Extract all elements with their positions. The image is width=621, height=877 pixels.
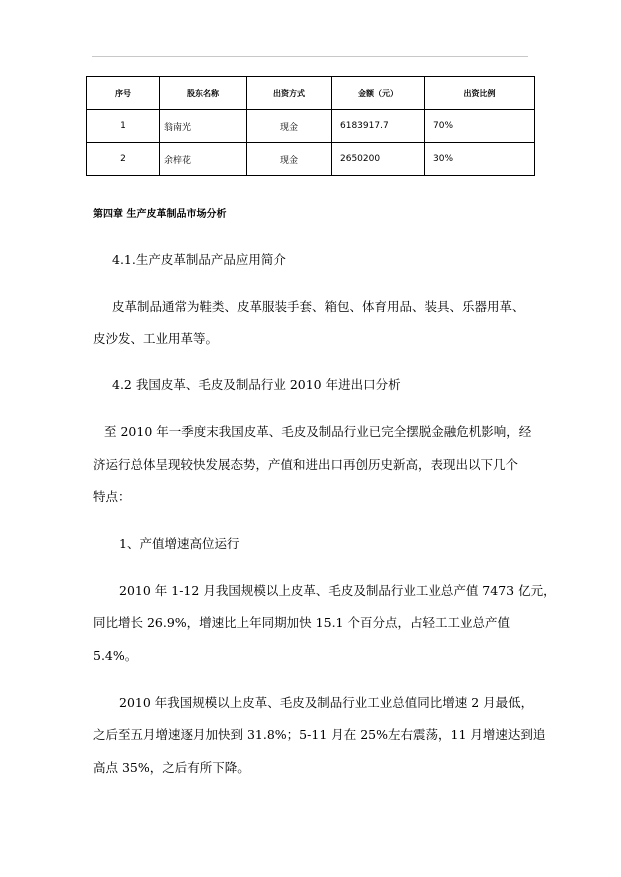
paragraph-line: 济运行总体呈现较快发展态势，产值和进出口再创历史新高，表现出以下几个 bbox=[93, 457, 519, 472]
header-cell: 金额（元） bbox=[332, 77, 425, 110]
header-rule bbox=[92, 56, 528, 57]
paragraph-line: 皮革制品通常为鞋类、皮革服装手套、箱包、体育用品、装具、乐器用革、 bbox=[112, 299, 525, 314]
header-cell: 出资比例 bbox=[425, 77, 535, 110]
paragraph-line: 2010 年 1-12 月我国规模以上皮革、毛皮及制品行业工业总产值 7473 亿元， bbox=[119, 583, 556, 598]
table-cell: 现金 bbox=[247, 110, 332, 143]
section-heading-4-2: 4.2 我国皮革、毛皮及制品行业 2010 年进出口分析 bbox=[112, 377, 401, 392]
table-cell: 1 bbox=[87, 110, 160, 143]
header-cell: 股东名称 bbox=[160, 77, 247, 110]
table-row bbox=[87, 110, 535, 143]
paragraph-line: 至 2010 年一季度末我国皮革、毛皮及制品行业已完全摆脱金融危机影响，经 bbox=[104, 424, 532, 439]
table-header-row bbox=[87, 77, 535, 110]
paragraph-line: 之后至五月增速逐月加快到 31.8%；5-11 月在 25%左右震荡，11 月增速达到追 bbox=[93, 727, 546, 742]
header-cell: 序号 bbox=[87, 77, 160, 110]
paragraph-line: 皮沙发、工业用革等。 bbox=[93, 331, 219, 346]
list-item-heading: 1、产值增速高位运行 bbox=[119, 536, 240, 551]
table-cell: 现金 bbox=[247, 143, 332, 176]
table-cell: 余梓花 bbox=[160, 143, 247, 176]
table-cell: 6183917.7 bbox=[332, 110, 425, 143]
table-cell: 30% bbox=[425, 143, 535, 176]
paragraph-line: 同比增长 26.9%，增速比上年同期加快 15.1 个百分点，占轻工工业总产值 bbox=[93, 615, 510, 630]
paragraph-line: 5.4%。 bbox=[93, 648, 138, 663]
table-cell: 2 bbox=[87, 143, 160, 176]
chapter-title: 第四章 生产皮革制品市场分析 bbox=[93, 209, 227, 220]
paragraph-line: 特点： bbox=[93, 489, 131, 504]
paragraph-line: 高点 35%，之后有所下降。 bbox=[93, 760, 250, 775]
section-heading-4-1: 4.1.生产皮革制品产品应用简介 bbox=[112, 252, 286, 267]
header-cell: 出资方式 bbox=[247, 77, 332, 110]
table-cell: 翁南光 bbox=[160, 110, 247, 143]
paragraph-line: 2010 年我国规模以上皮革、毛皮及制品行业工业总值同比增速 2 月最低， bbox=[119, 695, 534, 710]
table-cell: 2650200 bbox=[332, 143, 425, 176]
table-cell: 70% bbox=[425, 110, 535, 143]
shareholder-table bbox=[86, 76, 535, 176]
table-row bbox=[87, 143, 535, 176]
